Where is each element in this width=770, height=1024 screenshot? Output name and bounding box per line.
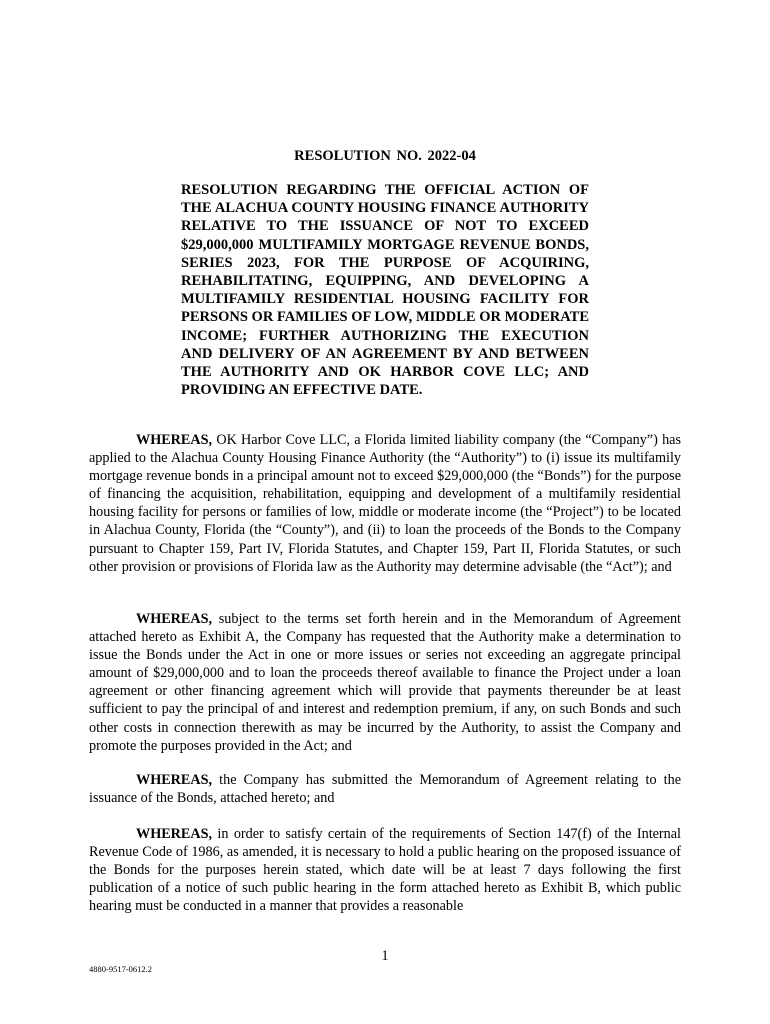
whereas-lead: WHEREAS, (136, 432, 213, 448)
resolution-title: RESOLUTION REGARDING THE OFFICIAL ACTION OF THE ALACHUA COUNTY HOUSING FINANCE AUTHORITY RELATIVE TO THE ISSUANCE OF NOT TO EXCEED $29,000,000 MULTIFAMILY MORTGAGE REVENUE BONDS, SERIES 2023, FOR THE PURPOSE OF ACQUIRING, REHABILITATING, EQUIPPING, AND DEVELOPING A MULTIFAMILY RESIDENTIAL HOUSING FACILITY FOR PERSONS OR FAMILIES OF LOW, MIDDLE OR MODERATE INCOME; FURTHER AUTHORIZING THE EXECUTION AND DELIVERY OF AN AGREEMENT BY AND BETWEEN THE AUTHORITY AND OK HARBOR COVE LLC; AND PROVIDING AN EFFECTIVE DATE. (181, 182, 589, 399)
whereas-paragraph-2 (89, 610, 681, 755)
whereas-lead: WHEREAS, (136, 611, 213, 627)
page-number: 1 (381, 948, 389, 964)
paragraph-text: the Company has submitted the Memorandum of Agreement relating to the issuance of the Bonds, attached hereto; and (89, 772, 681, 807)
paragraph-text: OK Harbor Cove LLC, a Florida limited liability company (the “Company”) has applied to the Alachua County Housing Finance Authority (the “Authority”) to (i) issue its multifamily mortgage revenue bonds in a principal amount not to exceed $29,000,000 (the “Bonds”) for the purpose of financing the acquisition, rehabilitation, equipping and development of a multifamily residential housing facility for persons or families of low, middle or moderate income (the “Project”) to be located in Alachua County, Florida (the “County”), and (ii) to loan the proceeds of the Bonds to the Company pursuant to Chapter 159, Part IV, Florida Statutes, and Chapter 159, Part II, Florida Statutes, or such other provision or provisions of Florida law as the Authority may determine advisable (the “Act”); and (89, 432, 681, 575)
whereas-lead: WHEREAS, (136, 826, 213, 842)
paragraph-text: subject to the terms set forth herein and in the Memorandum of Agreement attached hereto as Exhibit A, the Company has requested that the Authority make a determination to issue the Bonds under the Act in one or more issues or series not exceeding an aggregate principal amount of $29,000,000 and to loan the proceeds thereof available to finance the Project under a loan agreement or other financing agreement which will provide that payments thereunder be at least sufficient to pay the principal of and interest and redemption premium, if any, on such Bonds and such other costs in connection therewith as may be incurred by the Authority, to assist the Company and promote the purposes provided in the Act; and (89, 611, 681, 754)
whereas-lead: WHEREAS, (136, 772, 213, 788)
paragraph-text: in order to satisfy certain of the requirements of Section 147(f) of the Internal Revenue Code of 1986, as amended, it is necessary to hold a public hearing on the proposed issuance of the Bonds for the purposes herein stated, which date will be at least 7 days following the first publication of a notice of such public hearing in the form attached hereto as Exhibit B, which public hearing must be conducted in a manner that provides a reasonable (89, 826, 681, 915)
whereas-paragraph-1 (89, 431, 681, 576)
resolution-number: RESOLUTION NO. 2022-04 (294, 148, 476, 164)
whereas-paragraph-3 (89, 771, 681, 807)
whereas-paragraph-4 (89, 825, 681, 915)
document-id: 4880-9517-0612.2 (89, 964, 153, 974)
